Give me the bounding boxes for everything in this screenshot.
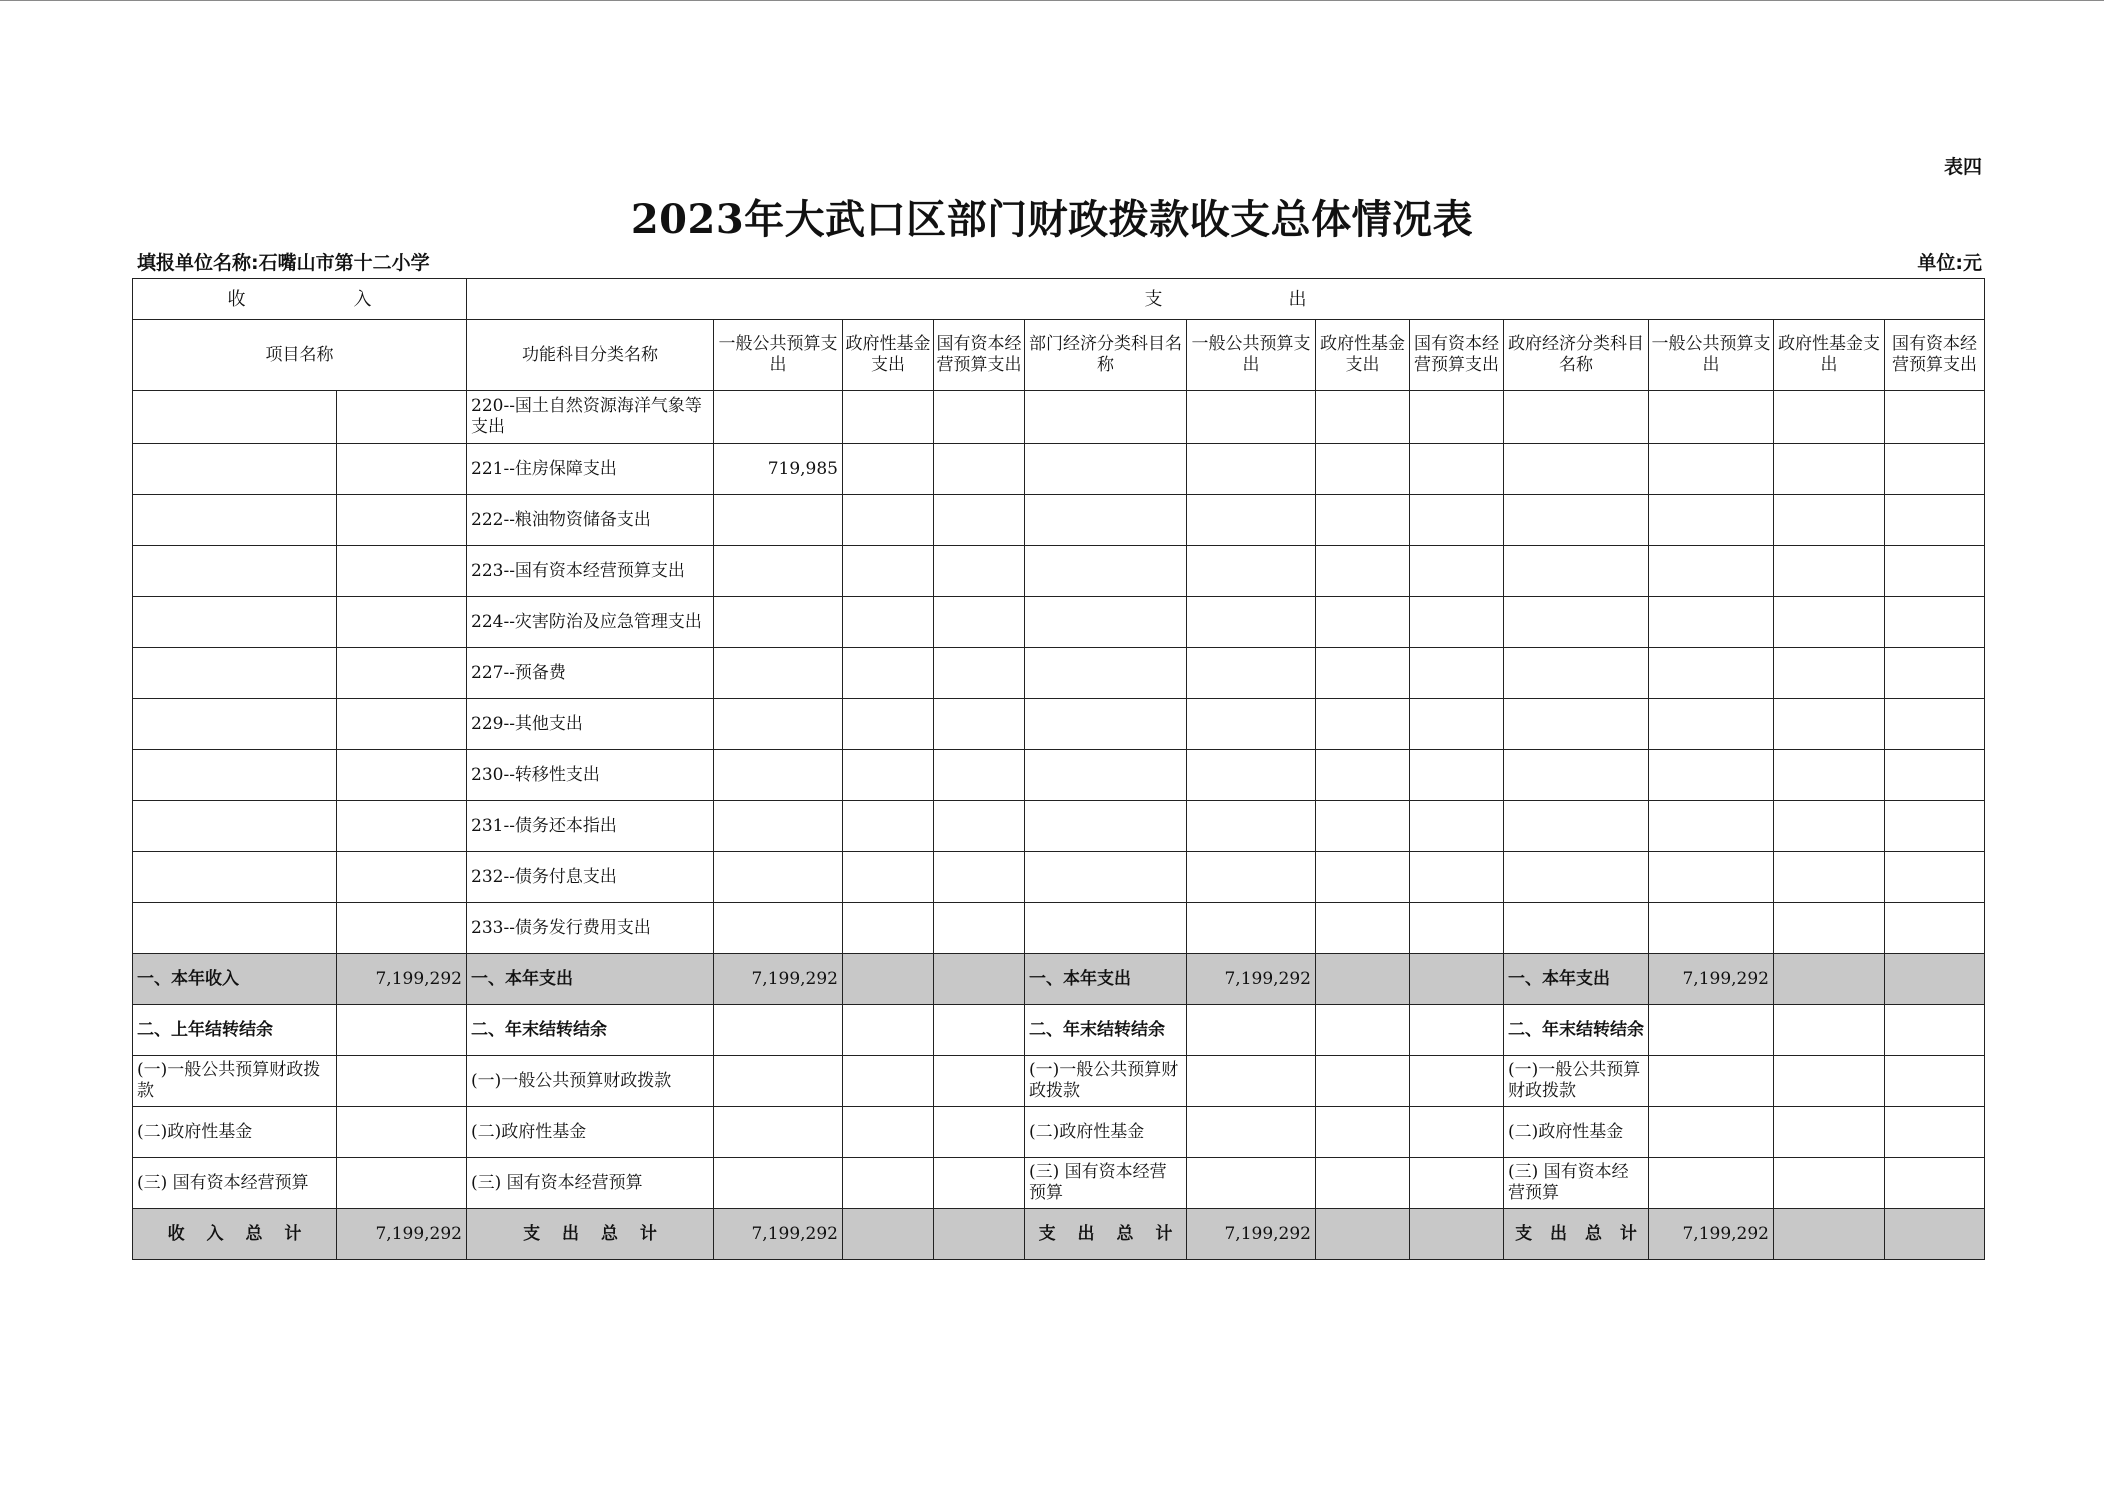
empty-cell — [1410, 1056, 1504, 1107]
empty-cell — [1504, 495, 1649, 546]
empty-cell — [1774, 852, 1885, 903]
empty-cell — [133, 852, 337, 903]
empty-cell — [934, 1158, 1025, 1209]
func-category-name: 224--灾害防治及应急管理支出 — [467, 597, 714, 648]
general-budget-value — [714, 750, 843, 801]
empty-cell — [1316, 391, 1410, 444]
empty-cell — [934, 546, 1025, 597]
empty-cell — [1649, 699, 1774, 750]
empty-cell — [337, 1005, 467, 1056]
table-row — [133, 903, 1985, 954]
empty-cell — [843, 648, 934, 699]
empty-cell — [337, 750, 467, 801]
empty-cell — [1774, 1005, 1885, 1056]
empty-cell — [1885, 954, 1985, 1005]
empty-cell — [1316, 750, 1410, 801]
header-soe-budget-2: 国有资本经营预算支出 — [1410, 320, 1504, 391]
empty-cell — [1774, 1158, 1885, 1209]
func-category-name: 230--转移性支出 — [467, 750, 714, 801]
empty-cell — [934, 852, 1025, 903]
empty-cell — [1025, 801, 1187, 852]
empty-cell — [337, 699, 467, 750]
grand-total-row — [133, 1209, 1985, 1260]
empty-cell — [1316, 546, 1410, 597]
empty-cell — [1649, 801, 1774, 852]
empty-cell — [843, 391, 934, 444]
empty-cell — [1504, 699, 1649, 750]
empty-cell — [1410, 852, 1504, 903]
current-year-income-label: 一、本年收入 — [133, 954, 337, 1005]
page-title: 2023年大武口区部门财政拨款收支总体情况表 — [630, 196, 1474, 243]
empty-cell — [1885, 391, 1985, 444]
empty-cell — [1649, 597, 1774, 648]
empty-cell — [1504, 444, 1649, 495]
empty-cell — [1885, 648, 1985, 699]
empty-cell — [1410, 1209, 1504, 1260]
prior-carryover-label: 二、上年结转结余 — [133, 1005, 337, 1056]
empty-cell — [1316, 801, 1410, 852]
empty-cell — [1649, 903, 1774, 954]
empty-cell — [1410, 495, 1504, 546]
current-year-dept-expense-label: 一、本年支出 — [1025, 954, 1187, 1005]
empty-cell — [1410, 801, 1504, 852]
carryover-gov-item: (一)一般公共预算财政拨款 — [1504, 1056, 1649, 1107]
empty-cell — [337, 1158, 467, 1209]
header-gov-fund-2: 政府性基金支出 — [1316, 320, 1410, 391]
empty-cell — [133, 391, 337, 444]
empty-cell — [1316, 1107, 1410, 1158]
empty-cell — [133, 546, 337, 597]
empty-cell — [1649, 444, 1774, 495]
carryover-income-item: (三) 国有资本经营预算 — [133, 1158, 337, 1209]
empty-cell — [1025, 852, 1187, 903]
empty-cell — [1410, 444, 1504, 495]
empty-cell — [1504, 750, 1649, 801]
table-row — [133, 750, 1985, 801]
top-border-line — [0, 0, 2104, 1]
empty-cell — [1025, 546, 1187, 597]
empty-cell — [1885, 750, 1985, 801]
table-row — [133, 699, 1985, 750]
current-year-dept-expense-value: 7,199,292 — [1187, 954, 1316, 1005]
empty-cell — [337, 597, 467, 648]
column-header-row — [133, 320, 1985, 391]
empty-cell — [1025, 699, 1187, 750]
empty-cell — [1025, 903, 1187, 954]
carryover-item-row — [133, 1056, 1985, 1107]
func-category-name: 227--预备费 — [467, 648, 714, 699]
income-section-header: 收 入 — [133, 279, 467, 320]
empty-cell — [1410, 699, 1504, 750]
empty-cell — [1774, 1107, 1885, 1158]
table-row — [133, 648, 1985, 699]
empty-cell — [934, 903, 1025, 954]
empty-cell — [934, 444, 1025, 495]
general-budget-value — [714, 801, 843, 852]
func-category-name: 223--国有资本经营预算支出 — [467, 546, 714, 597]
empty-cell — [934, 954, 1025, 1005]
header-dept-econ-category: 部门经济分类科目名称 — [1025, 320, 1187, 391]
empty-cell — [714, 1005, 843, 1056]
header-func-category: 功能科目分类名称 — [467, 320, 714, 391]
empty-cell — [1649, 1158, 1774, 1209]
empty-cell — [843, 1107, 934, 1158]
header-general-budget-1: 一般公共预算支出 — [714, 320, 843, 391]
empty-cell — [337, 852, 467, 903]
empty-cell — [1410, 1005, 1504, 1056]
empty-cell — [1774, 444, 1885, 495]
empty-cell — [934, 801, 1025, 852]
empty-cell — [1187, 1107, 1316, 1158]
gov-expense-total-value: 7,199,292 — [1649, 1209, 1774, 1260]
empty-cell — [133, 495, 337, 546]
empty-cell — [1410, 750, 1504, 801]
empty-cell — [1410, 954, 1504, 1005]
empty-cell — [1885, 495, 1985, 546]
empty-cell — [1774, 1056, 1885, 1107]
current-year-gov-expense-value: 7,199,292 — [1649, 954, 1774, 1005]
empty-cell — [1774, 597, 1885, 648]
current-year-gov-expense-label: 一、本年支出 — [1504, 954, 1649, 1005]
empty-cell — [133, 444, 337, 495]
reporting-unit-label: 填报单位名称: — [137, 252, 259, 274]
empty-cell — [1316, 495, 1410, 546]
empty-cell — [1774, 801, 1885, 852]
empty-cell — [1649, 391, 1774, 444]
expense-section-header: 支 出 — [467, 279, 1985, 320]
empty-cell — [1316, 903, 1410, 954]
empty-cell — [934, 648, 1025, 699]
carryover-dept-item: (三) 国有资本经营预算 — [1025, 1158, 1187, 1209]
empty-cell — [934, 391, 1025, 444]
empty-cell — [1885, 546, 1985, 597]
empty-cell — [1774, 1209, 1885, 1260]
empty-cell — [714, 1107, 843, 1158]
empty-cell — [1885, 903, 1985, 954]
empty-cell — [1316, 597, 1410, 648]
header-gov-fund-1: 政府性基金支出 — [843, 320, 934, 391]
carryover-func-item: (二)政府性基金 — [467, 1107, 714, 1158]
empty-cell — [714, 1158, 843, 1209]
carryover-func-item: (一)一般公共预算财政拨款 — [467, 1056, 714, 1107]
empty-cell — [1774, 546, 1885, 597]
empty-cell — [843, 1005, 934, 1056]
empty-cell — [1504, 852, 1649, 903]
empty-cell — [1649, 495, 1774, 546]
empty-cell — [1187, 444, 1316, 495]
empty-cell — [1885, 1005, 1985, 1056]
year-end-carryover-label: 二、年末结转结余 — [467, 1005, 714, 1056]
empty-cell — [337, 495, 467, 546]
carryover-header-row — [133, 1005, 1985, 1056]
empty-cell — [1649, 1056, 1774, 1107]
empty-cell — [1649, 852, 1774, 903]
empty-cell — [843, 903, 934, 954]
empty-cell — [1504, 801, 1649, 852]
empty-cell — [1774, 750, 1885, 801]
empty-cell — [1774, 903, 1885, 954]
empty-cell — [1187, 1158, 1316, 1209]
income-total-value: 7,199,292 — [337, 1209, 467, 1260]
general-budget-value — [714, 495, 843, 546]
reporting-unit — [137, 248, 430, 275]
empty-cell — [1316, 444, 1410, 495]
table-row — [133, 444, 1985, 495]
empty-cell — [1187, 597, 1316, 648]
currency-unit: 单位:元 — [1917, 252, 1982, 274]
general-budget-value: 719,985 — [714, 444, 843, 495]
carryover-dept-item: (二)政府性基金 — [1025, 1107, 1187, 1158]
header-soe-budget-3: 国有资本经营预算支出 — [1885, 320, 1985, 391]
empty-cell — [1316, 648, 1410, 699]
empty-cell — [1187, 648, 1316, 699]
header-soe-budget-1: 国有资本经营预算支出 — [934, 320, 1025, 391]
general-budget-value — [714, 903, 843, 954]
empty-cell — [133, 597, 337, 648]
empty-cell — [1025, 391, 1187, 444]
carryover-income-item: (一)一般公共预算财政拨款 — [133, 1056, 337, 1107]
empty-cell — [1187, 750, 1316, 801]
func-category-name: 233--债务发行费用支出 — [467, 903, 714, 954]
empty-cell — [843, 699, 934, 750]
func-expense-total-label: 支 出 总 计 — [467, 1209, 714, 1260]
current-year-row — [133, 954, 1985, 1005]
empty-cell — [133, 801, 337, 852]
empty-cell — [843, 1209, 934, 1260]
empty-cell — [337, 801, 467, 852]
table-number: 表四 — [1943, 156, 1982, 178]
empty-cell — [1410, 648, 1504, 699]
empty-cell — [1410, 391, 1504, 444]
empty-cell — [1885, 597, 1985, 648]
empty-cell — [1774, 954, 1885, 1005]
table-row — [133, 801, 1985, 852]
carryover-item-row — [133, 1107, 1985, 1158]
empty-cell — [1504, 597, 1649, 648]
empty-cell — [843, 444, 934, 495]
empty-cell — [843, 954, 934, 1005]
empty-cell — [1885, 1056, 1985, 1107]
current-year-func-expense-value: 7,199,292 — [714, 954, 843, 1005]
empty-cell — [843, 546, 934, 597]
empty-cell — [843, 597, 934, 648]
empty-cell — [1187, 903, 1316, 954]
empty-cell — [934, 1209, 1025, 1260]
dept-expense-total-label: 支 出 总 计 — [1025, 1209, 1187, 1260]
empty-cell — [1410, 597, 1504, 648]
header-gov-fund-3: 政府性基金支出 — [1774, 320, 1885, 391]
general-budget-value — [714, 648, 843, 699]
empty-cell — [843, 495, 934, 546]
empty-cell — [843, 750, 934, 801]
carryover-gov-item: (三) 国有资本经营预算 — [1504, 1158, 1649, 1209]
reporting-unit-value: 石嘴山市第十二小学 — [258, 252, 430, 274]
empty-cell — [1025, 597, 1187, 648]
empty-cell — [337, 546, 467, 597]
empty-cell — [934, 1005, 1025, 1056]
header-general-budget-3: 一般公共预算支出 — [1649, 320, 1774, 391]
empty-cell — [843, 852, 934, 903]
empty-cell — [1187, 852, 1316, 903]
header-general-budget-2: 一般公共预算支出 — [1187, 320, 1316, 391]
general-budget-value — [714, 699, 843, 750]
empty-cell — [1316, 1056, 1410, 1107]
table-row — [133, 495, 1985, 546]
func-category-name: 222--粮油物资储备支出 — [467, 495, 714, 546]
empty-cell — [1504, 546, 1649, 597]
empty-cell — [934, 750, 1025, 801]
empty-cell — [1187, 1056, 1316, 1107]
carryover-gov-item: (二)政府性基金 — [1504, 1107, 1649, 1158]
empty-cell — [133, 903, 337, 954]
empty-cell — [337, 648, 467, 699]
func-category-name: 221--住房保障支出 — [467, 444, 714, 495]
empty-cell — [1187, 699, 1316, 750]
empty-cell — [1774, 495, 1885, 546]
empty-cell — [1774, 648, 1885, 699]
empty-cell — [1885, 444, 1985, 495]
income-total-label: 收 入 总 计 — [133, 1209, 337, 1260]
empty-cell — [1885, 1158, 1985, 1209]
func-category-name: 232--债务付息支出 — [467, 852, 714, 903]
empty-cell — [1187, 1005, 1316, 1056]
general-budget-value — [714, 597, 843, 648]
empty-cell — [1504, 903, 1649, 954]
empty-cell — [1410, 1107, 1504, 1158]
empty-cell — [1025, 750, 1187, 801]
empty-cell — [934, 597, 1025, 648]
year-end-carryover-label: 二、年末结转结余 — [1504, 1005, 1649, 1056]
empty-cell — [1187, 495, 1316, 546]
empty-cell — [133, 750, 337, 801]
empty-cell — [337, 1107, 467, 1158]
empty-cell — [1316, 699, 1410, 750]
year-end-carryover-label: 二、年末结转结余 — [1025, 1005, 1187, 1056]
carryover-income-item: (二)政府性基金 — [133, 1107, 337, 1158]
empty-cell — [1885, 852, 1985, 903]
empty-cell — [1885, 1209, 1985, 1260]
empty-cell — [1187, 391, 1316, 444]
empty-cell — [337, 444, 467, 495]
empty-cell — [843, 1158, 934, 1209]
empty-cell — [1410, 1158, 1504, 1209]
func-expense-total-value: 7,199,292 — [714, 1209, 843, 1260]
empty-cell — [1410, 546, 1504, 597]
empty-cell — [1504, 391, 1649, 444]
general-budget-value — [714, 852, 843, 903]
current-year-func-expense-label: 一、本年支出 — [467, 954, 714, 1005]
empty-cell — [133, 699, 337, 750]
empty-cell — [1649, 1005, 1774, 1056]
carryover-func-item: (三) 国有资本经营预算 — [467, 1158, 714, 1209]
header-gov-econ-category: 政府经济分类科目名称 — [1504, 320, 1649, 391]
empty-cell — [1187, 546, 1316, 597]
empty-cell — [934, 495, 1025, 546]
header-item-name: 项目名称 — [133, 320, 467, 391]
empty-cell — [337, 903, 467, 954]
empty-cell — [337, 1056, 467, 1107]
table-row — [133, 391, 1985, 444]
table-row — [133, 597, 1985, 648]
empty-cell — [1316, 954, 1410, 1005]
general-budget-value — [714, 391, 843, 444]
empty-cell — [1885, 1107, 1985, 1158]
empty-cell — [1774, 391, 1885, 444]
empty-cell — [1649, 648, 1774, 699]
empty-cell — [1649, 1107, 1774, 1158]
table-row — [133, 852, 1985, 903]
empty-cell — [1885, 699, 1985, 750]
empty-cell — [1504, 648, 1649, 699]
func-category-name: 229--其他支出 — [467, 699, 714, 750]
func-category-name: 231--债务还本指出 — [467, 801, 714, 852]
empty-cell — [1649, 750, 1774, 801]
gov-expense-total-label: 支 出 总 计 — [1504, 1209, 1649, 1260]
func-category-name: 220--国土自然资源海洋气象等支出 — [467, 391, 714, 444]
empty-cell — [1187, 801, 1316, 852]
empty-cell — [934, 699, 1025, 750]
carryover-dept-item: (一)一般公共预算财政拨款 — [1025, 1056, 1187, 1107]
empty-cell — [1649, 546, 1774, 597]
empty-cell — [1316, 1209, 1410, 1260]
section-row — [133, 279, 1985, 320]
empty-cell — [1316, 1158, 1410, 1209]
general-budget-value — [714, 546, 843, 597]
empty-cell — [1410, 903, 1504, 954]
empty-cell — [934, 1056, 1025, 1107]
empty-cell — [1316, 1005, 1410, 1056]
empty-cell — [714, 1056, 843, 1107]
empty-cell — [1774, 699, 1885, 750]
table-row — [133, 546, 1985, 597]
empty-cell — [337, 391, 467, 444]
empty-cell — [843, 1056, 934, 1107]
empty-cell — [843, 801, 934, 852]
empty-cell — [934, 1107, 1025, 1158]
empty-cell — [1885, 801, 1985, 852]
dept-expense-total-value: 7,199,292 — [1187, 1209, 1316, 1260]
carryover-item-row — [133, 1158, 1985, 1209]
empty-cell — [133, 648, 337, 699]
budget-table — [132, 278, 1985, 1260]
empty-cell — [1025, 648, 1187, 699]
empty-cell — [1025, 444, 1187, 495]
empty-cell — [1025, 495, 1187, 546]
current-year-income-value: 7,199,292 — [337, 954, 467, 1005]
empty-cell — [1316, 852, 1410, 903]
